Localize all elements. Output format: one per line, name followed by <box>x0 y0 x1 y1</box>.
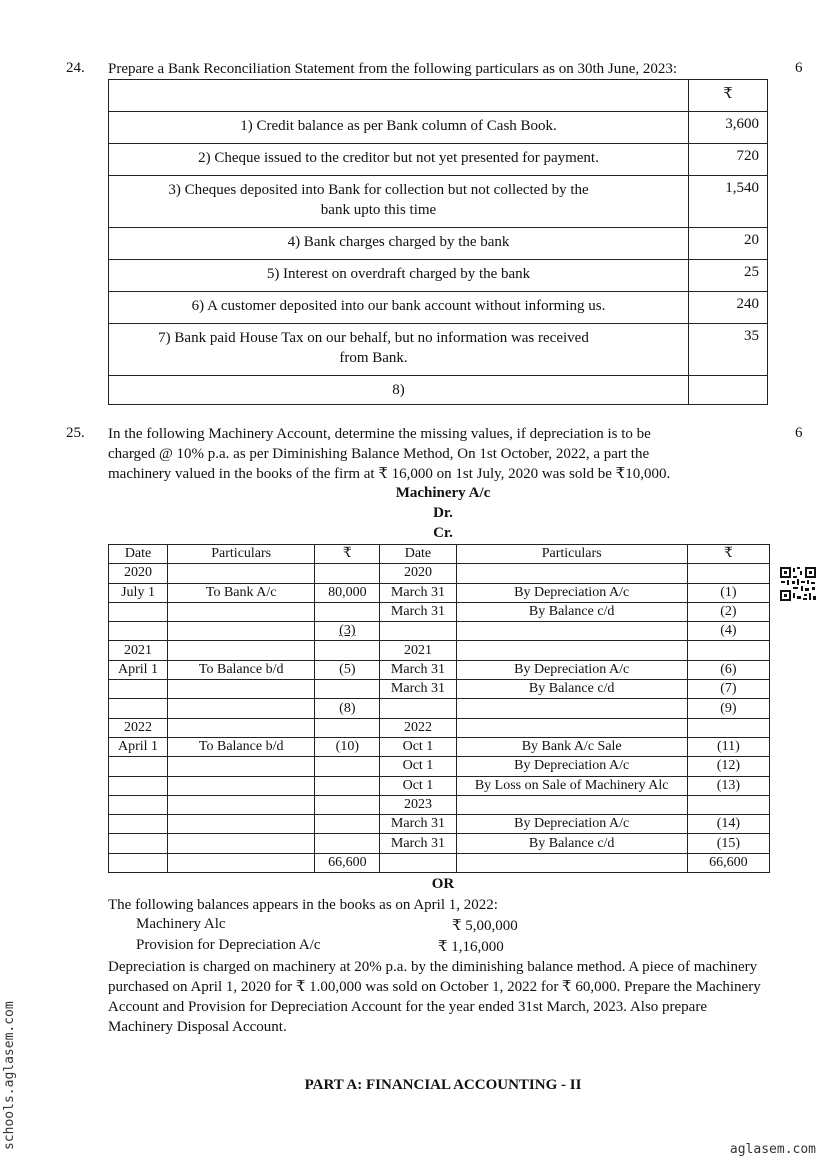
ledger-cell: 80,000 <box>315 583 380 602</box>
ledger-cell <box>456 622 687 641</box>
ledger-row <box>109 622 770 641</box>
ledger-cell <box>109 834 168 853</box>
ledger-row <box>109 660 770 679</box>
ledger-cell <box>109 622 168 641</box>
ledger-cell: By Balance c/d <box>456 602 687 621</box>
ledger-cell: (3) <box>315 622 380 641</box>
ledger-cell <box>687 718 769 737</box>
ledger-cell: (8) <box>315 699 380 718</box>
ledger-row <box>109 776 770 795</box>
ledger-cell <box>315 795 380 814</box>
ledger-cell <box>168 757 315 776</box>
ledger-cell: To Balance b/d <box>168 660 315 679</box>
ledger-cell <box>109 699 168 718</box>
ledger-cell: By Depreciation A/c <box>456 815 687 834</box>
ledger-cell <box>456 718 687 737</box>
ledger-dr-label: Dr. <box>433 505 453 521</box>
ledger-row <box>109 564 770 583</box>
ledger-cell: To Balance b/d <box>168 737 315 756</box>
ledger-cell <box>456 699 687 718</box>
ledger-cell <box>315 680 380 699</box>
ledger-cell <box>456 795 687 814</box>
ledger-cell <box>456 641 687 660</box>
ledger-cell: March 31 <box>380 602 456 621</box>
ledger-row <box>109 737 770 756</box>
bank-reconciliation-table <box>108 79 768 405</box>
q25-number: 25. <box>66 425 85 441</box>
ledger-cell: By Balance c/d <box>456 680 687 699</box>
ledger-cell <box>109 795 168 814</box>
qr-code-icon <box>779 566 817 602</box>
ledger-cell <box>168 853 315 872</box>
q25-question-line-2: charged @ 10% p.a. as per Diminishing Balance Method, On 1st October, 2022, a part the <box>108 446 650 462</box>
table-row: 5) Interest on overdraft charged by the bank 25 <box>109 260 768 292</box>
or-intro: The following balances appears in the books as on April 1, 2022: <box>108 897 498 913</box>
ledger-cell <box>168 795 315 814</box>
ledger-cell: July 1 <box>109 583 168 602</box>
footer-watermark: aglasem.com <box>729 1142 816 1157</box>
ledger-cell: (14) <box>687 815 769 834</box>
ledger-cell <box>168 699 315 718</box>
provision-balance-label: Provision for Depreciation A/c <box>136 937 321 953</box>
ledger-cell <box>109 602 168 621</box>
ledger-row <box>109 602 770 621</box>
ledger-cell <box>109 757 168 776</box>
part-heading: PART A: FINANCIAL ACCOUNTING - II <box>304 1077 582 1093</box>
ledger-cell: 66,600 <box>687 853 769 872</box>
q24-marks: 6 <box>795 60 803 76</box>
ledger-cell <box>168 564 315 583</box>
ledger-cell: (6) <box>687 660 769 679</box>
ledger-cr-label: Cr. <box>433 525 453 541</box>
ledger-cell: (13) <box>687 776 769 795</box>
ledger-cell <box>456 564 687 583</box>
ledger-row <box>109 680 770 699</box>
ledger-cell: (11) <box>687 737 769 756</box>
currency-header: ₹ <box>689 80 768 112</box>
ledger-cell: 2021 <box>109 641 168 660</box>
ledger-cell: (15) <box>687 834 769 853</box>
ledger-cell: By Loss on Sale of Machinery Alc <box>456 776 687 795</box>
q24-number: 24. <box>66 60 85 76</box>
ledger-row <box>109 815 770 834</box>
ledger-cell: 2022 <box>109 718 168 737</box>
ledger-cell: March 31 <box>380 680 456 699</box>
ledger-cell <box>109 776 168 795</box>
ledger-cell <box>109 853 168 872</box>
table-row: 3) Cheques deposited into Bank for collection but not collected by the bank upto this time 1,540 <box>109 176 768 228</box>
table-row: 1) Credit balance as per Bank column of Cash Book. 3,600 <box>109 112 768 144</box>
ledger-cell: (12) <box>687 757 769 776</box>
ledger-row <box>109 795 770 814</box>
ledger-cell: Oct 1 <box>380 776 456 795</box>
ledger-cell <box>687 795 769 814</box>
ledger-row <box>109 718 770 737</box>
ledger-cell: March 31 <box>380 660 456 679</box>
ledger-cell <box>109 680 168 699</box>
ledger-cell: (2) <box>687 602 769 621</box>
ledger-row <box>109 853 770 872</box>
ledger-cell <box>315 815 380 834</box>
ledger-cell: March 31 <box>380 815 456 834</box>
ledger-cell: 2022 <box>380 718 456 737</box>
machinery-account-table <box>108 544 770 873</box>
ledger-cell <box>380 622 456 641</box>
ledger-cell <box>456 853 687 872</box>
ledger-row <box>109 641 770 660</box>
table-row: 8) <box>109 376 768 405</box>
ledger-cell <box>168 680 315 699</box>
side-watermark: schools.aglasem.com <box>2 1001 17 1150</box>
ledger-row <box>109 834 770 853</box>
ledger-row <box>109 699 770 718</box>
provision-balance-value: ₹ 1,16,000 <box>438 939 504 955</box>
ledger-cell: April 1 <box>109 737 168 756</box>
q25-question-line-1: In the following Machinery Account, determine the missing values, if depreciation is to be <box>108 426 651 442</box>
ledger-cell <box>380 699 456 718</box>
table-header-row <box>109 80 768 112</box>
ledger-cell <box>315 834 380 853</box>
table-row: 4) Bank charges charged by the bank 20 <box>109 228 768 260</box>
ledger-cell: (1) <box>687 583 769 602</box>
ledger-cell: 2023 <box>380 795 456 814</box>
ledger-cell: By Bank A/c Sale <box>456 737 687 756</box>
ledger-cell: To Bank A/c <box>168 583 315 602</box>
ledger-cell: 66,600 <box>315 853 380 872</box>
ledger-cell <box>687 641 769 660</box>
ledger-cell <box>315 641 380 660</box>
ledger-cell <box>315 718 380 737</box>
machinery-balance-value: ₹ 5,00,000 <box>452 918 518 934</box>
ledger-cell <box>315 564 380 583</box>
ledger-cell: Oct 1 <box>380 757 456 776</box>
ledger-row <box>109 583 770 602</box>
or-question-paragraph: Depreciation is charged on machinery at 20% p.a. by the diminishing balance method. A piece of machinery purchased on April 1, 2020 for ₹ 1.00,000 was sold on October 1, 2022 for ₹ 60,000. Prepare the Machinery Account and Provision for Depreciation Account for the year ended 31st March, 2023. Also prepare Machinery Disposal Account. <box>108 959 761 1035</box>
ledger-cell <box>168 776 315 795</box>
or-label: OR <box>431 876 455 892</box>
ledger-cell: 2020 <box>109 564 168 583</box>
table-row: 2) Cheque issued to the creditor but not yet presented for payment. 720 <box>109 144 768 176</box>
ledger-cell: 2020 <box>380 564 456 583</box>
ledger-cell <box>109 815 168 834</box>
ledger-cell: By Depreciation A/c <box>456 757 687 776</box>
ledger-title: Machinery A/c <box>395 485 491 501</box>
table-row: 7) Bank paid House Tax on our behalf, but no information was received from Bank. 35 <box>109 324 768 376</box>
q25-question-line-3: machinery valued in the books of the firm at ₹ 16,000 on 1st July, 2020 was sold be ₹10,000. <box>108 466 671 482</box>
table-row: 6) A customer deposited into our bank account without informing us. 240 <box>109 292 768 324</box>
ledger-cell <box>168 641 315 660</box>
ledger-cell <box>168 834 315 853</box>
ledger-cell: 2021 <box>380 641 456 660</box>
ledger-header-row: Date Particulars ₹ Date Particulars ₹ <box>109 545 770 564</box>
ledger-cell: (4) <box>687 622 769 641</box>
ledger-cell <box>168 622 315 641</box>
ledger-cell: By Depreciation A/c <box>456 583 687 602</box>
ledger-cell: (5) <box>315 660 380 679</box>
ledger-cell <box>315 757 380 776</box>
ledger-cell <box>687 564 769 583</box>
ledger-cell <box>315 602 380 621</box>
ledger-cell <box>168 602 315 621</box>
ledger-cell: March 31 <box>380 583 456 602</box>
ledger-cell: April 1 <box>109 660 168 679</box>
ledger-cell <box>380 853 456 872</box>
ledger-cell <box>315 776 380 795</box>
ledger-row <box>109 757 770 776</box>
machinery-balance-label: Machinery Alc <box>136 916 226 932</box>
q25-marks: 6 <box>795 425 803 441</box>
ledger-cell: March 31 <box>380 834 456 853</box>
ledger-cell: (10) <box>315 737 380 756</box>
ledger-cell: (9) <box>687 699 769 718</box>
ledger-cell: Oct 1 <box>380 737 456 756</box>
q24-question-text: Prepare a Bank Reconciliation Statement from the following particulars as on 30th June, 2023: <box>108 61 678 77</box>
ledger-cell: By Depreciation A/c <box>456 660 687 679</box>
ledger-cell <box>168 815 315 834</box>
ledger-cell: By Balance c/d <box>456 834 687 853</box>
ledger-cell <box>168 718 315 737</box>
ledger-cell: (7) <box>687 680 769 699</box>
